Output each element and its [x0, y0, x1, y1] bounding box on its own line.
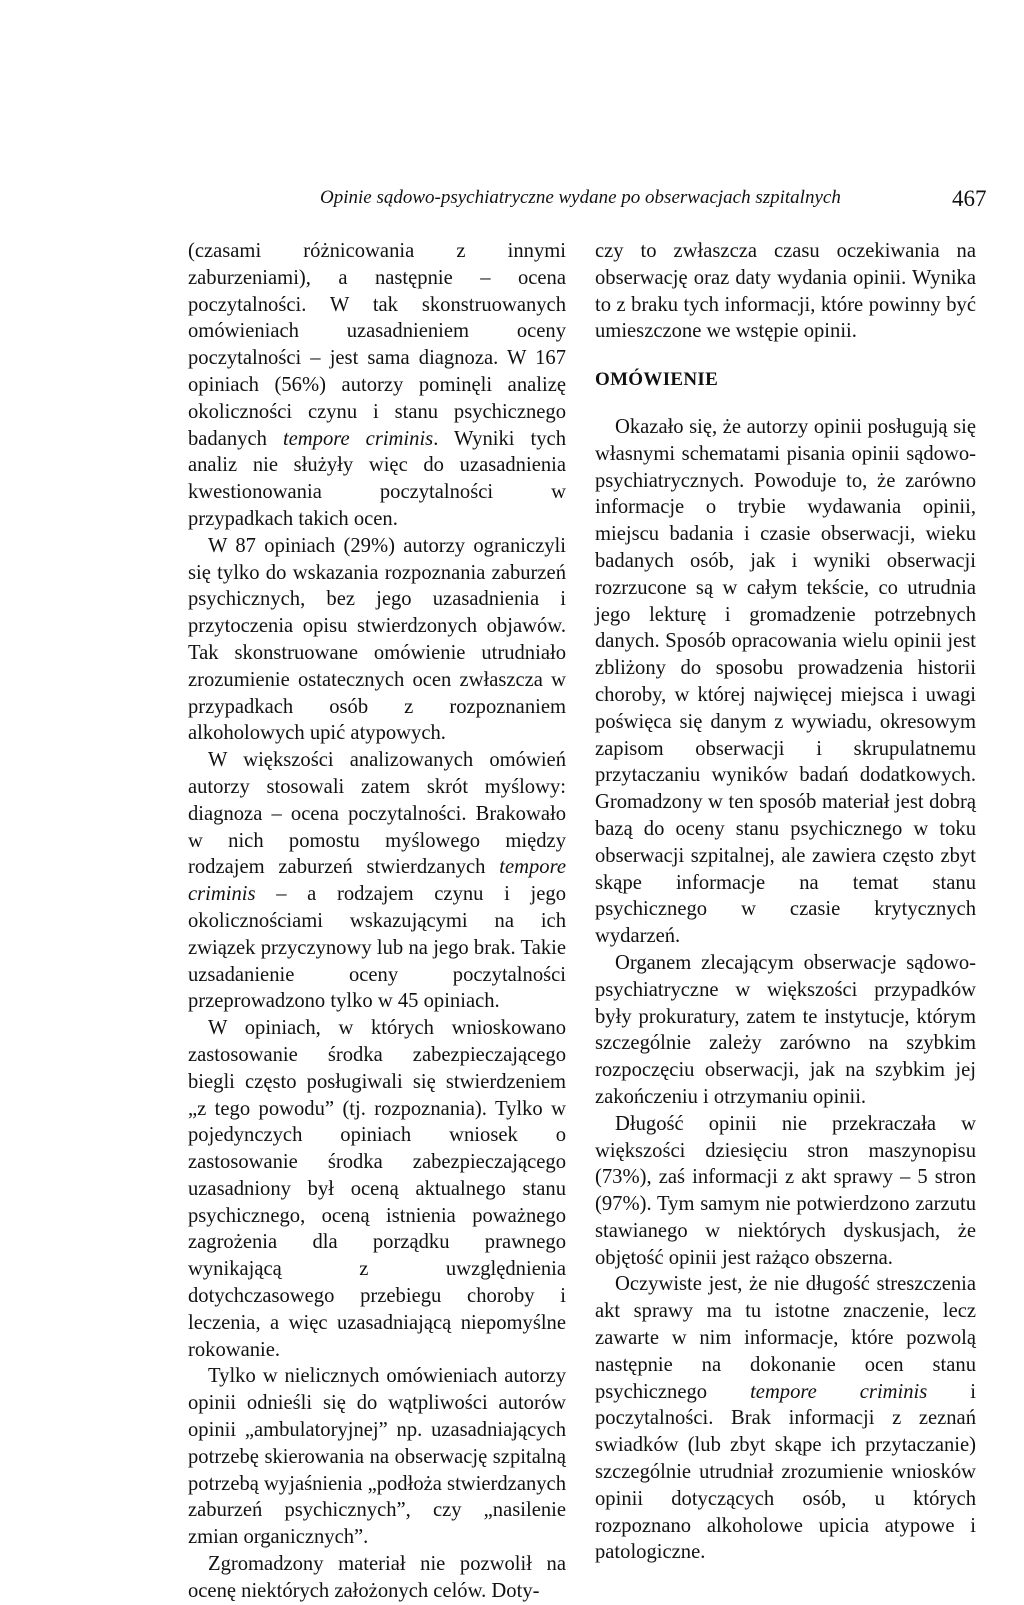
latin-term: tempore criminis	[282, 427, 434, 450]
latin-term: tempore criminis	[188, 856, 566, 906]
paragraph: W większości analizowanych omówień autorzy stosowali zatem skrót myślowy: diagnoza – ocena poczytalności. Brakowało w nich pomostu myślowego między rodzajem zaburzeń stwierdzanych tempore criminis – a rodzajem czynu i jego okolicznościami wskazującymi na ich związek przyczynowy lub na jego brak. Takie uzsadanienie oceny poczytalności przeprowadzono tylko w 45 opiniach.	[188, 749, 566, 1013]
paragraph: (czasami różnicowania z innymi zaburzeniami), a następnie – ocena poczytalności. W tak skonstruowanych omówieniach uzasadnieniem oceny poczytalności – jest sama diagnoza. W 167 opiniach (56%) autorzy pominęli analizę okoliczności czynu i stanu psychicznego badanych tempore criminis. Wyniki tych analiz nie służyły więc do uzasadnienia kwestionowania poczytalności w przypadkach takich ocen.	[188, 240, 566, 530]
paragraph: Oczywiste jest, że nie długość streszczenia akt sprawy ma tu istotne znaczenie, lecz zawarte w nim informacje, które pozwolą następnie na dokonanie ocen stanu psychicznego tempore criminis i poczytalności. Brak informacji z zeznań swiadków (lub zbyt skąpe ich przytaczanie) szczególnie utrudniał zrozumienie wniosków opinii dotyczących osób, u których rozpoznano alkoholowe upicia atypowe i patologiczne.	[595, 1273, 977, 1564]
page-number: 467	[952, 186, 987, 211]
paragraph: Okazało się, że autorzy opinii posługują się własnymi schematami pisania opinii sądowo-psychiatrycznych. Powoduje to, że zarówno informacje o trybie wydawania opinii, miejscu badania i czasie obserwacji, wieku badanych osób, jak i wyniki obserwacji rozrzucone są w całym tekście, co utrudnia jego lekturę i gromadzenie potrzebnych danych. Sposób opracowania wielu opinii jest zbliżony do sposobu prowadzenia historii choroby, w której najwięcej miejsca i uwagi poświęca się danym z wywiadu, okresowym zapisom obserwacji i skrupulatnemu przytaczaniu wyników badań dodatkowych. Gromadzony w ten sposób materiał jest dobrą bazą do oceny stanu psychicznego w toku obserwacji szpitalnej, ale zawiera często zbyt skąpe informacje na temat stanu psychicznego w czasie krytycznych wydarzeń.	[595, 415, 976, 948]
paragraph: czy to zwłaszcza czasu oczekiwania na obserwację oraz daty wydania opinii. Wynika to z braku tych informacji, które powinny być umieszczone we wstępie opinii.	[595, 240, 976, 343]
paragraph: W 87 opiniach (29%) autorzy ograniczyli się tylko do wskazania rozpoznania zaburzeń psychicznych, bez jego uzasadnienia i przytoczenia opisu stwierdzonych objawów. Tak skonstruowane omówienie utrudniało zrozumienie ostatecznych ocen zwłaszcza w przypadkach osób z rozpoznaniem alkoholowych upić atypowych.	[188, 534, 566, 745]
paragraph: Długość opinii nie przekraczała w większości dziesięciu stron maszynopisu (73%), zaś informacji z akt sprawy – 5 stron (97%). Tym samym nie potwierdzono zarzutu stawianego w niektórych dyskusjach, że objętość opinii jest rażąco obszerna.	[595, 1112, 976, 1269]
right-column	[595, 238, 976, 1566]
paragraph: Zgromadzony materiał nie pozwolił na ocenę niektórych założonych celów. Doty-	[188, 1553, 566, 1602]
paragraph: Tylko w nielicznych omówieniach autorzy opinii odnieśli się do wątpliwości autorów opinii „ambulatoryjnej” np. uzasadniających potrzebę skierowania na obserwację szpitalną potrzebą wyjaśnienia „podłoża stwierdzanych zaburzeń psychicznych”, czy „nasilenie zmian organicznych”.	[188, 1365, 566, 1549]
left-column	[188, 238, 566, 1605]
paragraph: Organem zlecającym obserwacje sądowo-psychiatryczne w większości przypadków były prokuratury, zatem te instytucje, którym szczególnie zależy zarówno na szybkim rozpoczęciu obserwacji, jak na szybkim jej zakończeniu i otrzymaniu opinii.	[595, 951, 976, 1108]
paragraph: W opiniach, w których wnioskowano zastosowanie środka zabezpieczającego biegli często posługiwali się stwierdzeniem „z tego powodu” (tj. rozpoznania). Tylko w pojedynczych opiniach wniosek o zastosowanie środka zabezpieczającego uzasadniony był oceną aktualnego stanu psychicznego, oceną istnienia poważnego zagrożenia dla porządku prawnego wynikającą z uwzględnienia dotychczasowego przebiegu choroby i leczenia, a więc uzasadniającą niepomyślne rokowanie.	[188, 1017, 566, 1361]
running-title: Opinie sądowo-psychiatryczne wydane po obserwacjach szpitalnych	[320, 187, 841, 208]
latin-term: tempore criminis	[750, 1380, 928, 1403]
section-heading: OMÓWIENIE	[595, 369, 719, 391]
